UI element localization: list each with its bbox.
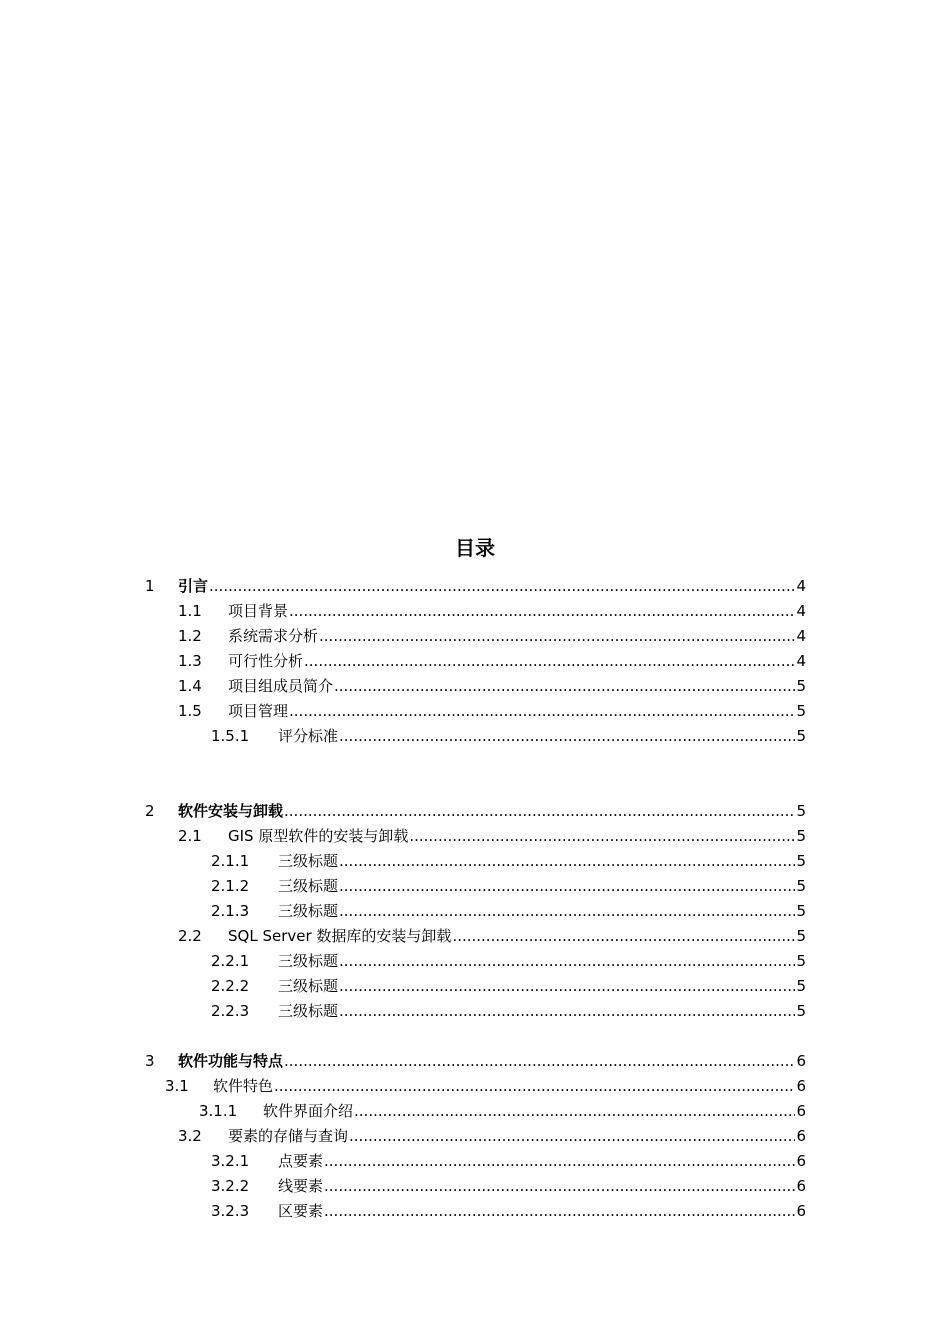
toc-entry-number: 1.3 bbox=[178, 651, 202, 670]
toc-entry-page: 4 bbox=[796, 651, 806, 670]
toc-entry-label: 三级标题 bbox=[278, 852, 339, 870]
toc-entry-label: 项目管理 bbox=[228, 702, 289, 720]
toc-entry-label: 引言 bbox=[178, 577, 209, 595]
toc-entry-number: 1.1 bbox=[178, 601, 202, 620]
toc-entry-number: 1.4 bbox=[178, 676, 202, 695]
toc-entry-label: 三级标题 bbox=[278, 902, 339, 920]
toc-entry[interactable] bbox=[145, 1148, 806, 1173]
toc-entry-page: 5 bbox=[796, 851, 806, 870]
toc-entry-number: 2.2 bbox=[178, 926, 202, 945]
toc-entry-number: 2.2.1 bbox=[211, 951, 250, 970]
toc-entry-label: 软件安装与卸载 bbox=[178, 802, 284, 820]
toc-entry-label: 三级标题 bbox=[278, 952, 339, 970]
toc-leader-dots bbox=[284, 1052, 795, 1070]
toc-leader-dots bbox=[339, 1002, 795, 1020]
toc-leader-dots bbox=[452, 927, 795, 945]
toc-entry-label: 系统需求分析 bbox=[228, 627, 319, 645]
toc-entry-number: 3.1 bbox=[165, 1076, 189, 1095]
toc-leader-dots bbox=[339, 852, 795, 870]
toc-entry-label: 线要素 bbox=[278, 1177, 324, 1195]
toc-entry[interactable] bbox=[145, 873, 806, 898]
toc-entry-label: 评分标准 bbox=[278, 727, 339, 745]
toc-entry-number: 1 bbox=[145, 576, 155, 595]
toc-entry-page: 6 bbox=[796, 1126, 806, 1145]
toc-leader-dots bbox=[339, 727, 795, 745]
section-spacer bbox=[145, 748, 806, 773]
toc-entry-number: 2 bbox=[145, 801, 155, 820]
toc-entry[interactable] bbox=[145, 698, 806, 723]
toc-entry-label: SQL Server 数据库的安装与卸载 bbox=[228, 927, 452, 945]
toc-entry-page: 4 bbox=[796, 601, 806, 620]
toc-leader-dots bbox=[334, 677, 795, 695]
toc-entry[interactable] bbox=[145, 648, 806, 673]
toc-entry-page: 5 bbox=[796, 951, 806, 970]
toc-entry-number: 2.1 bbox=[178, 826, 202, 845]
toc-entry-number: 1.5 bbox=[178, 701, 202, 720]
toc-entry-page: 5 bbox=[796, 726, 806, 745]
toc-entry[interactable] bbox=[145, 798, 806, 823]
toc-entry-label: 点要素 bbox=[278, 1152, 324, 1170]
toc-entry[interactable] bbox=[145, 998, 806, 1023]
toc-entry-page: 5 bbox=[796, 701, 806, 720]
toc-leader-dots bbox=[209, 577, 795, 595]
toc-entry-page: 5 bbox=[796, 901, 806, 920]
toc-entry[interactable] bbox=[145, 948, 806, 973]
toc-entry-number: 3.2 bbox=[178, 1126, 202, 1145]
toc-entry-page: 5 bbox=[796, 1001, 806, 1020]
toc-leader-dots bbox=[409, 827, 795, 845]
toc-entry-label: 区要素 bbox=[278, 1202, 324, 1220]
toc-entry[interactable] bbox=[145, 623, 806, 648]
toc-entry-label: 三级标题 bbox=[278, 1002, 339, 1020]
toc-entry-page: 4 bbox=[796, 576, 806, 595]
toc-entry-label: 软件特色 bbox=[213, 1077, 274, 1095]
toc-entry-label: 软件界面介绍 bbox=[263, 1102, 354, 1120]
toc-entry-number: 2.1.1 bbox=[211, 851, 250, 870]
toc-leader-dots bbox=[324, 1152, 795, 1170]
toc-title: 目录 bbox=[455, 536, 495, 560]
toc-entry[interactable] bbox=[145, 1173, 806, 1198]
toc-entry-page: 6 bbox=[796, 1176, 806, 1195]
toc-leader-dots bbox=[304, 652, 795, 670]
toc-entry-label: 可行性分析 bbox=[228, 652, 304, 670]
toc-leader-dots bbox=[284, 802, 795, 820]
toc-entry-label: 软件功能与特点 bbox=[178, 1052, 284, 1070]
toc-entry-number: 3 bbox=[145, 1051, 155, 1070]
toc-entry-page: 5 bbox=[796, 801, 806, 820]
toc-entry[interactable] bbox=[145, 723, 806, 748]
toc-leader-dots bbox=[324, 1177, 795, 1195]
toc-entry-page: 6 bbox=[796, 1051, 806, 1070]
toc-entry-number: 1.5.1 bbox=[211, 726, 250, 745]
toc-entry-label: 要素的存储与查询 bbox=[228, 1127, 349, 1145]
toc-entry-number: 3.1.1 bbox=[199, 1101, 238, 1120]
section-spacer bbox=[145, 1023, 806, 1048]
toc-entry-number: 3.2.2 bbox=[211, 1176, 250, 1195]
toc-entry-page: 6 bbox=[796, 1076, 806, 1095]
toc-leader-dots bbox=[274, 1077, 795, 1095]
toc-entry[interactable] bbox=[145, 898, 806, 923]
toc-entry-page: 6 bbox=[796, 1151, 806, 1170]
toc-entry-page: 5 bbox=[796, 976, 806, 995]
toc-entry[interactable] bbox=[145, 673, 806, 698]
toc-entry[interactable] bbox=[145, 823, 806, 848]
toc-leader-dots bbox=[349, 1127, 795, 1145]
toc-entry-label: 项目背景 bbox=[228, 602, 289, 620]
toc-entry-page: 6 bbox=[796, 1201, 806, 1220]
toc-leader-dots bbox=[354, 1102, 795, 1120]
toc-entry-number: 3.2.3 bbox=[211, 1201, 250, 1220]
toc-entry[interactable] bbox=[145, 973, 806, 998]
toc-entry-number: 1.2 bbox=[178, 626, 202, 645]
toc-entry-number: 2.2.2 bbox=[211, 976, 250, 995]
toc-entry-number: 2.1.3 bbox=[211, 901, 250, 920]
toc-entry[interactable] bbox=[145, 923, 806, 948]
toc-entry-page: 5 bbox=[796, 826, 806, 845]
toc-entry[interactable] bbox=[145, 1198, 806, 1223]
toc-entry[interactable] bbox=[145, 1123, 806, 1148]
toc-entry[interactable] bbox=[145, 1098, 806, 1123]
section-spacer bbox=[145, 773, 806, 798]
toc-entry-page: 5 bbox=[796, 676, 806, 695]
toc-entry[interactable] bbox=[145, 573, 806, 598]
toc-leader-dots bbox=[319, 627, 795, 645]
toc-leader-dots bbox=[339, 977, 795, 995]
toc-leader-dots bbox=[339, 877, 795, 895]
toc-entry-number: 2.1.2 bbox=[211, 876, 250, 895]
toc-entry[interactable] bbox=[145, 1073, 806, 1098]
toc-entry-page: 5 bbox=[796, 876, 806, 895]
toc-entry-label: 三级标题 bbox=[278, 977, 339, 995]
toc-entry-label: 项目组成员简介 bbox=[228, 677, 334, 695]
toc-entry-number: 3.2.1 bbox=[211, 1151, 250, 1170]
toc-leader-dots bbox=[289, 702, 795, 720]
toc-entry-page: 6 bbox=[796, 1101, 806, 1120]
toc-entry-label: 三级标题 bbox=[278, 877, 339, 895]
toc-entry-page: 5 bbox=[796, 926, 806, 945]
toc-leader-dots bbox=[339, 952, 795, 970]
toc-entry-label: GIS 原型软件的安装与卸载 bbox=[228, 827, 409, 845]
toc-entry-page: 4 bbox=[796, 626, 806, 645]
table-of-contents bbox=[145, 573, 806, 1223]
toc-leader-dots bbox=[339, 902, 795, 920]
toc-entry[interactable] bbox=[145, 848, 806, 873]
toc-leader-dots bbox=[289, 602, 795, 620]
toc-entry[interactable] bbox=[145, 598, 806, 623]
toc-entry[interactable] bbox=[145, 1048, 806, 1073]
toc-entry-number: 2.2.3 bbox=[211, 1001, 250, 1020]
toc-leader-dots bbox=[324, 1202, 795, 1220]
